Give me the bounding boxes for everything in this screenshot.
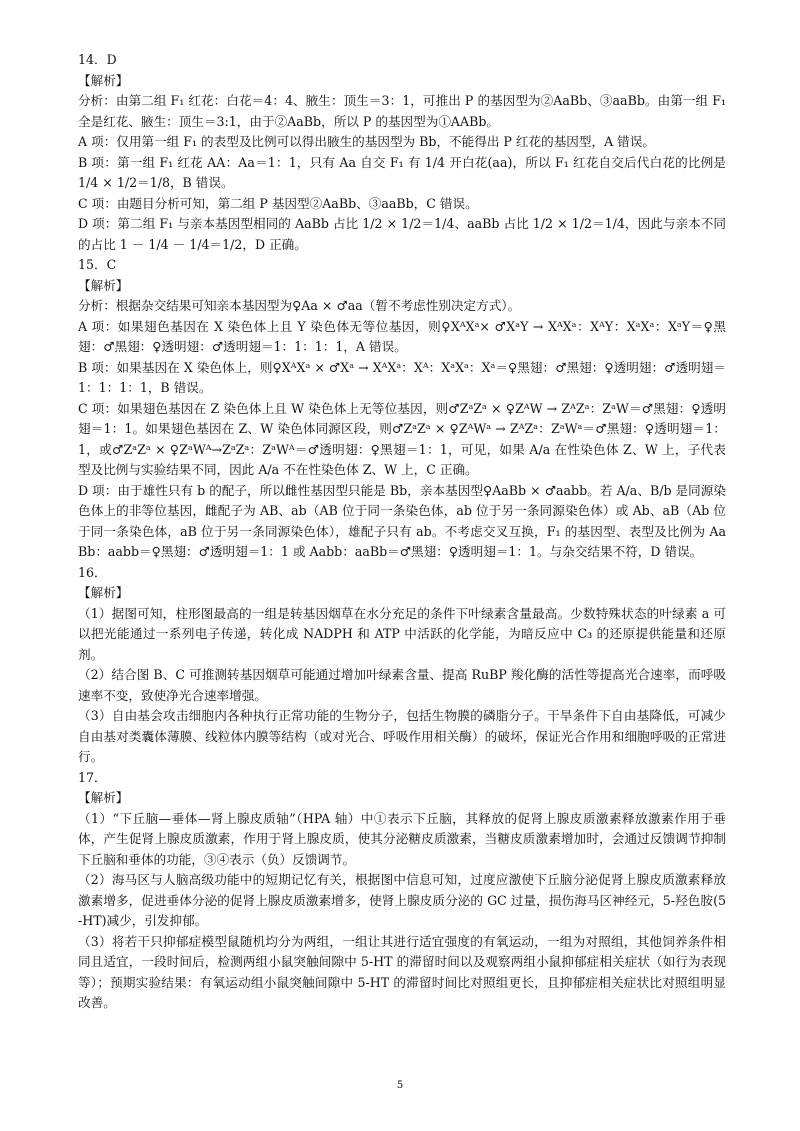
q16-number: 16． bbox=[78, 564, 107, 580]
q15-analysis: 分析：根据杂交结果可知亲本基因型为♀Aa × ♂aa（暂不考虑性别决定方式）。 bbox=[78, 298, 521, 313]
q14-option-a: A 项：仅用第一组 F₁ 的表型及比例可以得出腋生的基因型为 Bb，不能得出 P 红花的基因型，A 错误。 bbox=[78, 134, 655, 149]
q14-number: 14．D bbox=[78, 52, 117, 67]
q15-number: 15．C bbox=[78, 257, 117, 272]
q14-tag: 【解析】 bbox=[78, 72, 129, 88]
q17-tag: 【解析】 bbox=[78, 790, 129, 805]
page-number: 5 bbox=[396, 1080, 404, 1091]
q15-option-a: A 项：如果翅色基因在 X 染色体上且 Y 染色体无等位基因，则♀XᴬXᵃ× ♂XᵃY → XᴬXᵃ：XᴬY：XᵃXᵃ：XᵃY＝♀黑翅：♂黑翅：♀透明翅：♂透明翅＝1：1：1：1，A 错误。 bbox=[78, 318, 726, 354]
q16-part-1: （1）据图可知，柱形图最高的一组是转基因烟草在水分充足的条件下叶绿素含量最高。少数特殊状态的叶绿素 a 可以把光能通过一系列电子传递，转化成 NADPH 和 ATP 中活跃的化学能，为暗反应中 C₃ 的还原提供能量和还原剂。 bbox=[78, 605, 726, 662]
q14-option-b: B 项：第一组 F₁ 红花 AA：Aa＝1：1，只有 Aa 自交 F₁ 有 1/4 开白花(aa)，所以 F₁ 红花自交后代白花的比例是 1/4 × 1/2＝1/8，B 错误。 bbox=[78, 154, 726, 190]
q14-option-c: C 项：由题目分析可知，第二组 P 基因型②AaBb、③aaBb，C 错误。 bbox=[78, 195, 478, 211]
q15-option-d: D 项：由于雄性只有 b 的配子，所以雌性基因型只能是 Bb，亲本基因型♀AaBb × ♂aabb。若 A/a、B/b 是同源染色体上的非等位基因，雌配子为 AB、ab（AB 位于同一条染色体，ab 位于另一条同源染色体）或 Ab、aB（Ab 位于同一条染色体，aB 位于另一条同源染色体），雄配子只有 ab。不考虑交叉互换，F₁ 的基因型、表型及比例为 AaBb：aabb＝♀黑翅：♂透明翅＝1：1 或 Aabb：aaBb＝♂黑翅：♀透明翅＝1：1。与杂交结果不符，D 错误。 bbox=[78, 482, 726, 559]
q16-part-3: （3）自由基会攻击细胞内各种执行正常功能的生物分子，包括生物膜的磷脂分子。干旱条件下自由基降低，可减少自由基对类囊体薄膜、线粒体内膜等结构（或对光合、呼吸作用相关酶）的破坏，保证光合作用和细胞呼吸的正常进行。 bbox=[78, 708, 726, 764]
q14-analysis: 分析：由第二组 F₁ 红花：白花＝4：4、腋生：顶生＝3：1，可推出 P 的基因型为②AaBb、③aaBb。由第一组 F₁ 全是红花、腋生：顶生＝3:1，由于②AaBb，所以 P 的基因型为①AABb。 bbox=[78, 93, 726, 129]
q15-option-c: C 项：如果翅色基因在 Z 染色体上且 W 染色体上无等位基因，则♂ZᵃZᵃ × ♀ZᴬW → ZᴬZᵃ：ZᵃW＝♂黑翅：♀透明翅＝1：1。如果翅色基因在 Z、W 染色体同源区段，则♂ZᵃZᵃ × ♀ZᴬWᵃ → ZᴬZᵃ：ZᵃWᵃ＝♂黑翅：♀透明翅＝1：1，或♂ZᵃZᵃ × ♀ZᵃWᴬ→ZᵃZᵃ：ZᵃWᴬ＝♂透明翅：♀黑翅＝1：1，可见，如果 A/a 在性染色体 Z、W 上，子代表型及比例与实验结果不同，因此 A/a 不在性染色体 Z、W 上，C 正确。 bbox=[78, 400, 726, 477]
q17-part-3: （3）将若干只抑郁症模型鼠随机均分为两组，一组让其进行适宜强度的有氧运动，一组为对照组，其他饲养条件相同且适宜，一段时间后，检测两组小鼠突触间隙中 5-HT 的滞留时间以及观察两组小鼠抑郁症相关症状（如行为表现等）；预期实验结果：有氧运动组小鼠突触间隙中 5-HT 的滞留时间比对照组更长，且抑郁症相关症状比对照组明显改善。 bbox=[78, 933, 726, 1010]
q15-tag: 【解析】 bbox=[78, 277, 129, 293]
q16-tag: 【解析】 bbox=[78, 585, 129, 600]
q17-number: 17． bbox=[78, 769, 107, 785]
q17-part-1: （1）“下丘脑—垂体—肾上腺皮质轴”（HPA 轴）中①表示下丘脑，其释放的促肾上腺皮质激素释放激素作用于垂体，产生促肾上腺皮质激素，作用于肾上腺皮质，使其分泌糖皮质激素，当糖皮质激素增加时，会通过反馈调节抑制下丘脑和垂体的功能，③④表示（负）反馈调节。 bbox=[78, 810, 726, 867]
q14-option-d: D 项：第二组 F₁ 与亲本基因型相同的 AaBb 占比 1/2 × 1/2＝1/4、aaBb 占比 1/2 × 1/2＝1/4，因此与亲本不同的占比 1 － 1/4 － 1/4＝1/2，D 正确。 bbox=[78, 216, 726, 252]
q16-part-2: （2）结合图 B、C 可推测转基因烟草可能通过增加叶绿素含量、提高 RuBP 羧化酶的活性等提高光合速率，而呼吸速率不变，致使净光合速率增强。 bbox=[78, 667, 726, 703]
q17-part-2: （2）海马区与人脑高级功能中的短期记忆有关，根据图中信息可知，过度应激使下丘脑分泌促肾上腺皮质激素释放激素增多，促进垂体分泌的促肾上腺皮质激素增多，使肾上腺皮质分泌的 GC 过量，损伤海马区神经元，5-羟色胺(5-HT)减少，引发抑郁。 bbox=[78, 872, 726, 928]
q15-option-b: B 项：如果基因在 X 染色体上，则♀XᴬXᵃ × ♂Xᵃ → XᴬXᵃ：Xᴬ：XᵃXᵃ：Xᵃ＝♀黑翅：♂黑翅：♀透明翅：♂透明翅＝1：1：1：1，B 错误。 bbox=[78, 359, 726, 395]
answer-content bbox=[78, 50, 726, 1014]
